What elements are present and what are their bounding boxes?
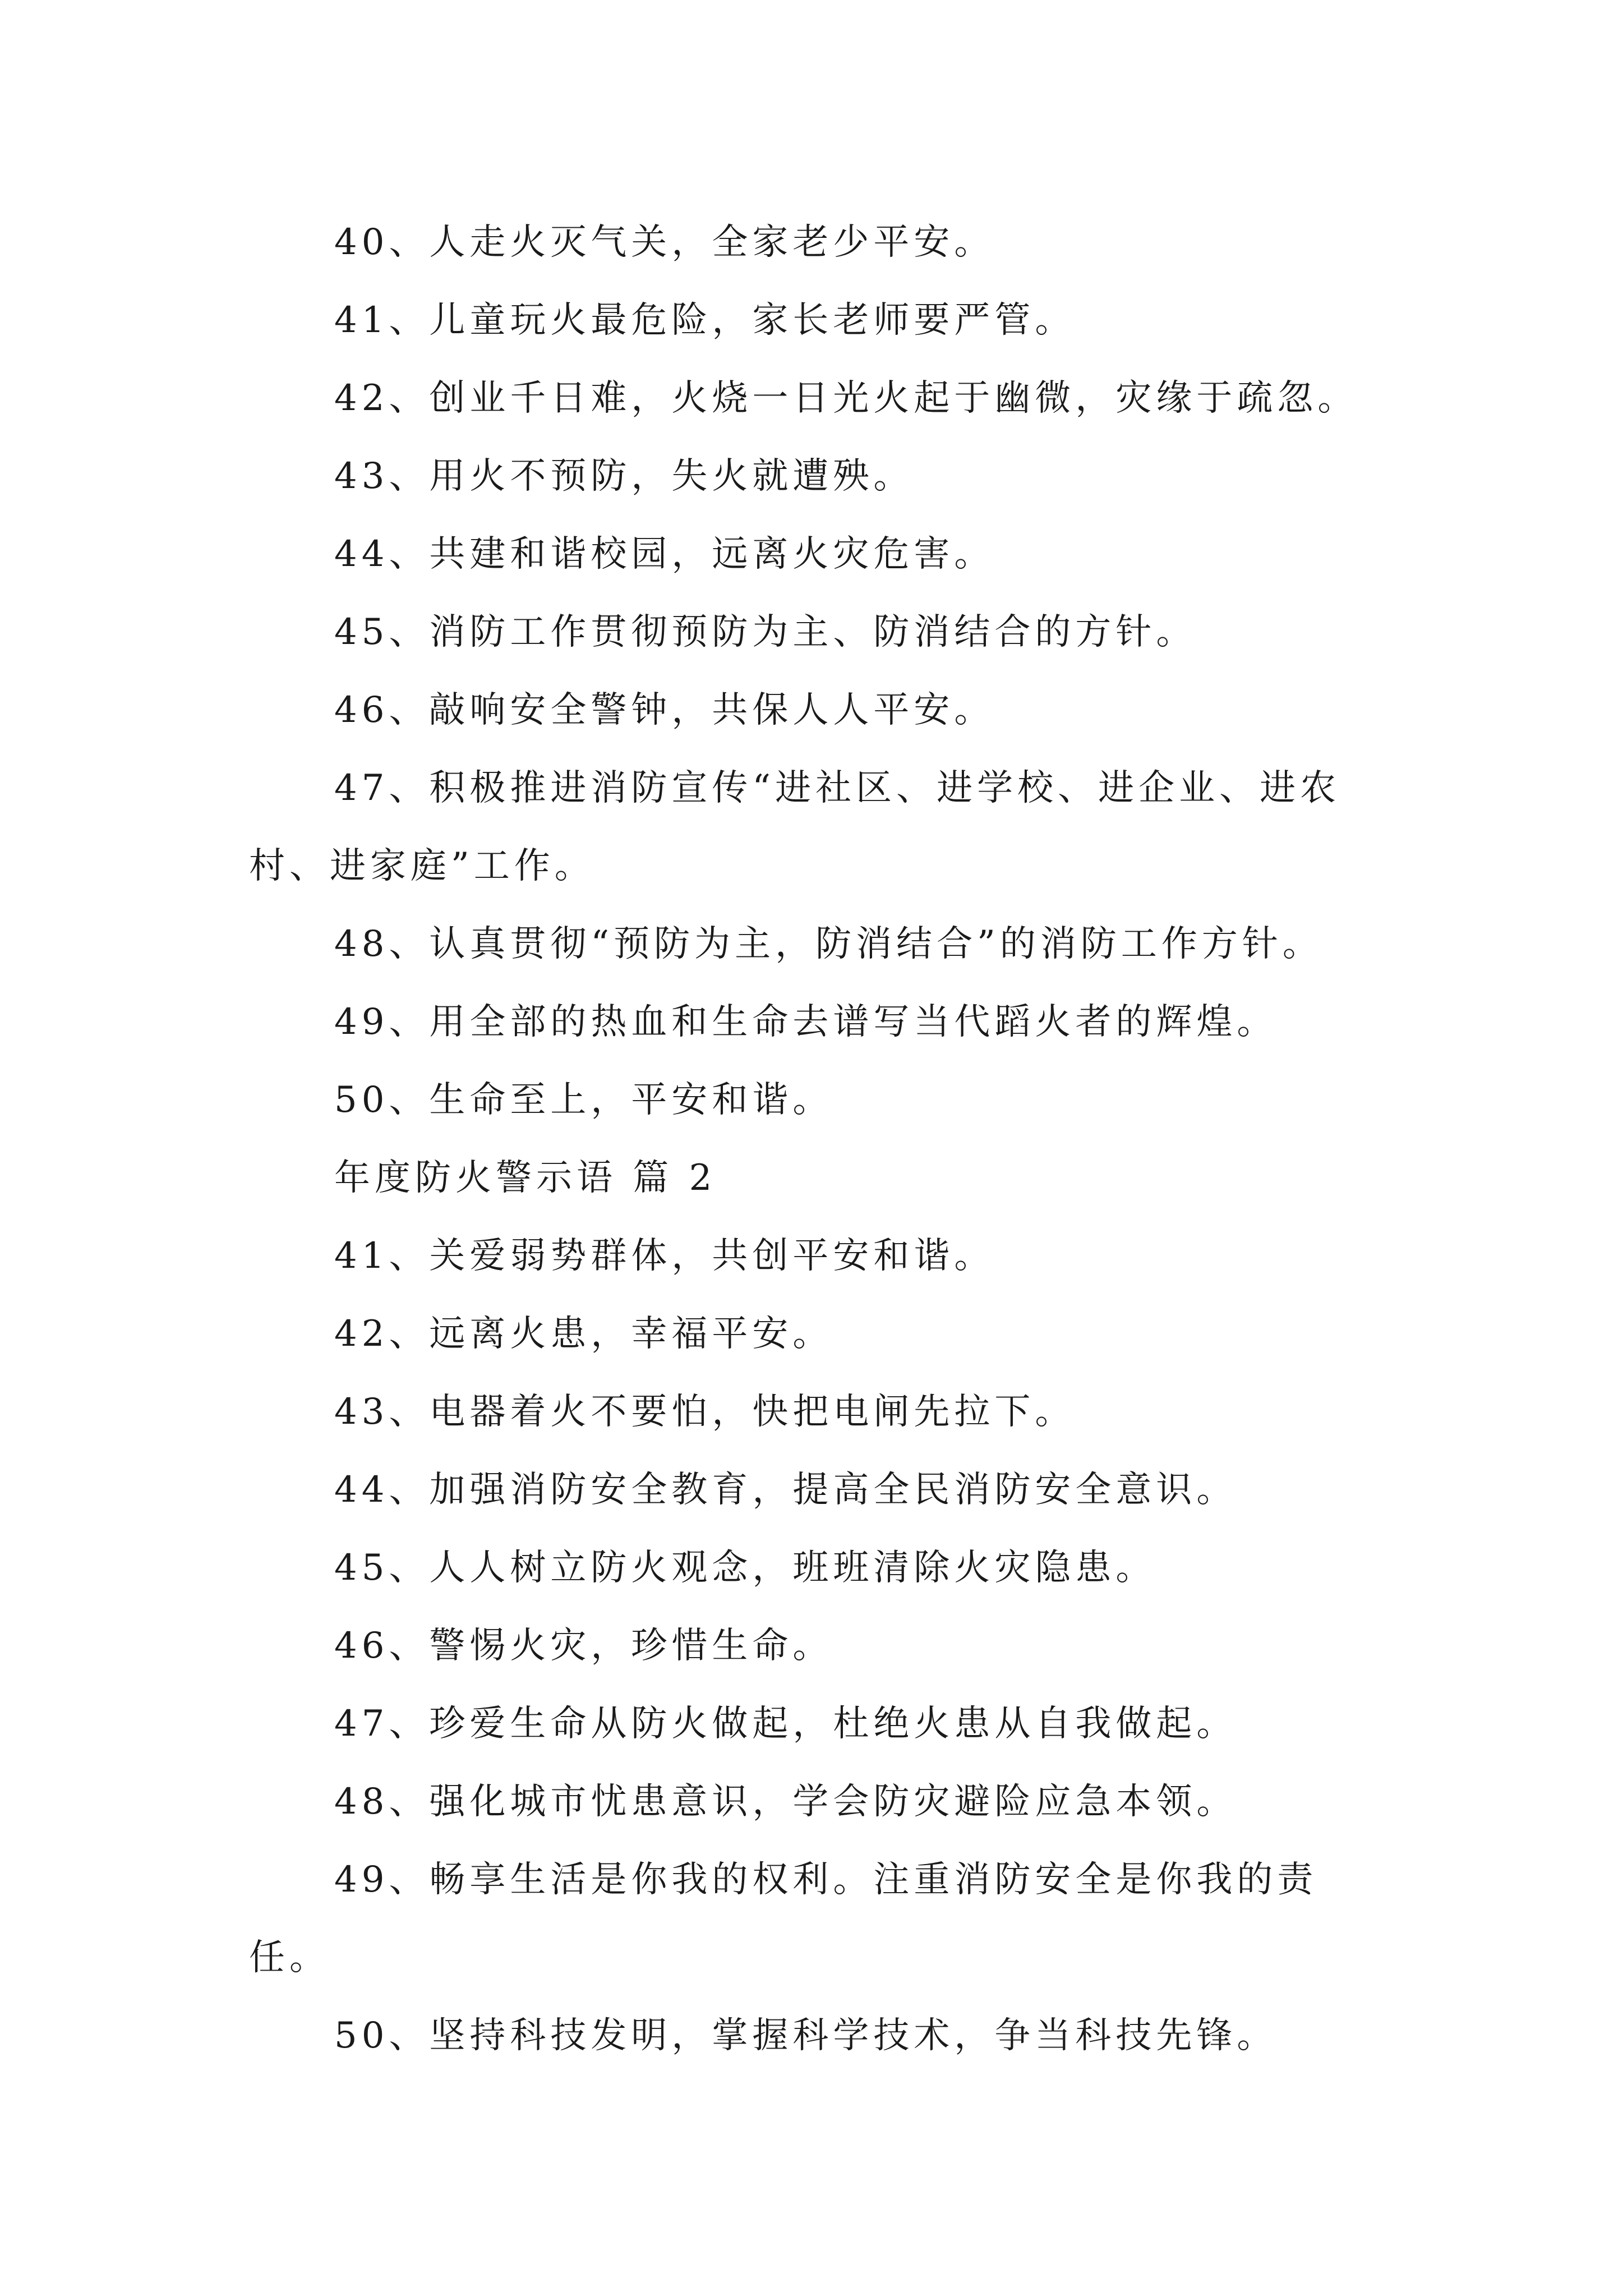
- slogan-item: 50、坚持科技发明，掌握科学技术，争当科技先锋。: [334, 2015, 1278, 2056]
- document-body: [249, 204, 1393, 2075]
- section-heading: 年度防火警示语 篇 2: [334, 1157, 717, 1199]
- slogan-item: 40、人走火灭气关，全家老少平安。: [334, 222, 995, 263]
- slogan-item: 41、关爱弱势群体，共创平安和谐。: [334, 1235, 995, 1277]
- slogan-item: 49、用全部的热血和生命去谱写当代蹈火者的辉煌。: [334, 1001, 1278, 1043]
- slogan-item: 49、畅享生活是你我的权利。注重消防安全是你我的责任。: [249, 1859, 1318, 1978]
- slogan-item: 43、用火不预防，失火就遭殃。: [334, 455, 914, 497]
- slogan-item: 42、远离火患，幸福平安。: [334, 1313, 833, 1355]
- slogan-item: 46、敲响安全警钟，共保人人平安。: [334, 689, 995, 731]
- slogan-item: 46、警惕火灾，珍惜生命。: [334, 1625, 833, 1667]
- slogan-item: 50、生命至上，平安和谐。: [334, 1079, 833, 1121]
- slogan-item: 43、电器着火不要怕，快把电闸先拉下。: [334, 1391, 1076, 1433]
- slogan-item: 44、加强消防安全教育，提高全民消防安全意识。: [334, 1469, 1237, 1511]
- slogan-item: 44、共建和谐校园，远离火灾危害。: [334, 533, 995, 575]
- slogan-item: 47、积极推进消防宣传“进社区、进学校、进企业、进农村、进家庭”工作。: [249, 767, 1341, 887]
- slogan-item: 41、儿童玩火最危险，家长老师要严管。: [334, 300, 1076, 341]
- slogan-item: 42、创业千日难，火烧一日光火起于幽微，灾缘于疏忽。: [334, 378, 1358, 419]
- slogan-item: 45、人人树立防火观念，班班清除火灾隐患。: [334, 1547, 1156, 1589]
- slogan-item: 45、消防工作贯彻预防为主、防消结合的方针。: [334, 611, 1197, 653]
- slogan-item: 48、强化城市忧患意识，学会防灾避险应急本领。: [334, 1781, 1237, 1823]
- slogan-item: 48、认真贯彻“预防为主，防消结合”的消防工作方针。: [334, 923, 1323, 965]
- slogan-item: 47、珍爱生命从防火做起，杜绝火患从自我做起。: [334, 1703, 1237, 1745]
